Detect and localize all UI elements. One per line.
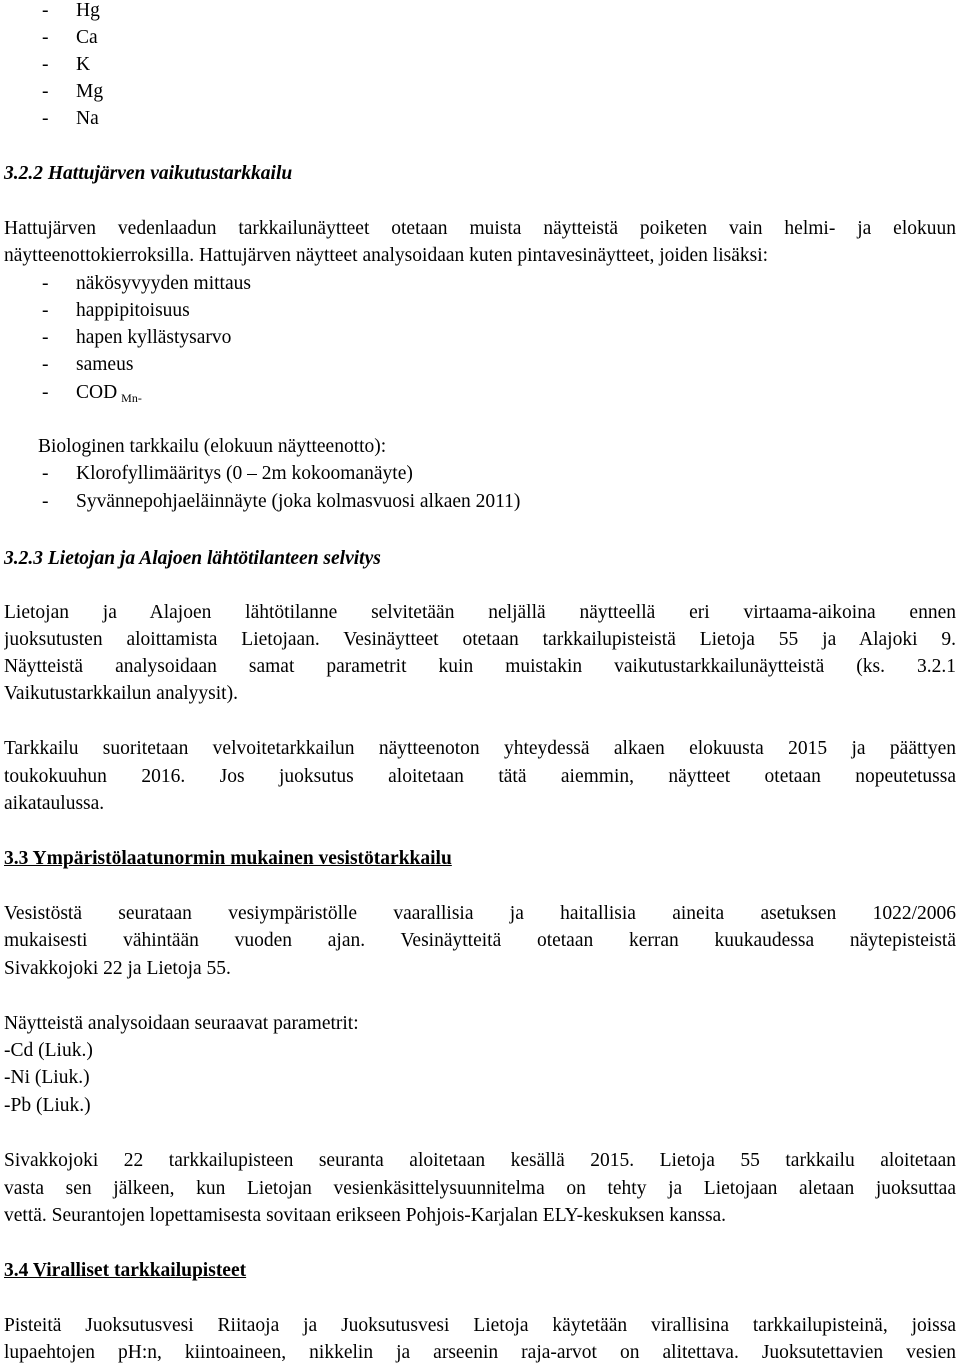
paragraph-line: Vaikutustarkkailun analyysit). — [4, 683, 238, 704]
section-heading-34: 3.4 Viralliset tarkkailupisteet — [4, 1260, 247, 1281]
paragraph-line: mukaisesti vähintään vuoden ajan. Vesinäytteitä otetaan kerran kuukaudessa näytepisteistä — [4, 930, 956, 951]
paragraph-line: Sivakkojoki 22 tarkkailupisteen seuranta aloitetaan kesällä 2015. Lietoja 55 tarkkailu aloitetaan — [4, 1150, 956, 1171]
paragraph-line: Sivakkojoki 22 ja Lietoja 55. — [4, 958, 231, 979]
paragraph-line: Lietojan ja Alajoen lähtötilanne selvitetään neljällä näytteellä eri virtaama-aikoina ennen — [4, 602, 956, 623]
section-heading-33: 3.3 Ympäristölaatunormin mukainen vesistötarkkailu — [4, 848, 452, 869]
paragraph-line: vettä. Seurantojen lopettamisesta sovitaan erikseen Pohjois-Karjalan ELY-keskuksen kanssa. — [4, 1205, 727, 1226]
paragraph-line: näytteenottokierroksilla. Hattujärven näytteet analysoidaan kuten pintavesinäytteet, joiden lisäksi: — [4, 245, 769, 266]
paragraph-line: Vesistöstä seurataan vesiympäristölle vaarallisia ja haitallisia aineita asetuksen 1022/2006 — [4, 903, 956, 924]
param-item: -Pb (Liuk.) — [4, 1095, 91, 1116]
cod-item: COD $_{Mn-}$ — [76, 382, 142, 405]
params-heading: Näytteistä analysoidaan seuraavat parametrit: — [4, 1013, 359, 1034]
paragraph-line: Näytteistä analysoidaan samat parametrit kuin muistakin vaikutustarkkailunäytteistä (ks. 3.2.1 — [4, 656, 956, 677]
paragraph-line: Hattujärven vedenlaadun tarkkailunäytteet otetaan muista näytteistä poiketen vain helmi- ja elokuun — [4, 218, 956, 239]
paragraph-line: lupaehtojen pH:n, kiintoaineen, nikkelin ja arseenin raja-arvot on alitettava. Juoksutettavien vesien — [4, 1342, 956, 1363]
paragraph-line: vasta sen jälkeen, kun Lietojan vesienkäsittelysuunnitelma on tehty ja Lietojaan aletaan juoksuttaa — [4, 1178, 956, 1199]
paragraph-line: toukokuuhun 2016. Jos juoksutus aloitetaan tätä aiemmin, näytteet otetaan nopeutetussa — [4, 766, 956, 787]
section-heading-323: 3.2.3 Lietojan ja Alajoen lähtötilanteen selvitys — [4, 548, 381, 569]
param-item: -Cd (Liuk.) — [4, 1040, 93, 1061]
cod-subscript: Mn- — [121, 391, 142, 405]
paragraph-line: juoksutusten aloittamista Lietojaan. Vesinäytteet otetaan tarkkailupisteistä Lietoja 55 ja Alajoki 9. — [4, 629, 956, 650]
bio-heading: Biologinen tarkkailu (elokuun näytteenotto): — [38, 436, 387, 457]
section-heading-322: 3.2.2 Hattujärven vaikutustarkkailu — [4, 163, 293, 184]
paragraph-line: aikataulussa. — [4, 793, 105, 814]
paragraph-line: Pisteitä Juoksutusvesi Riitaoja ja Juoksutusvesi Lietoja käytetään virallisina tarkkailupisteinä, joissa — [4, 1315, 956, 1336]
paragraph-line: Tarkkailu suoritetaan velvoitetarkkailun näytteenoton yhteydessä alkaen elokuusta 2015 ja päättyen — [4, 738, 956, 759]
param-item: -Ni (Liuk.) — [4, 1067, 90, 1088]
